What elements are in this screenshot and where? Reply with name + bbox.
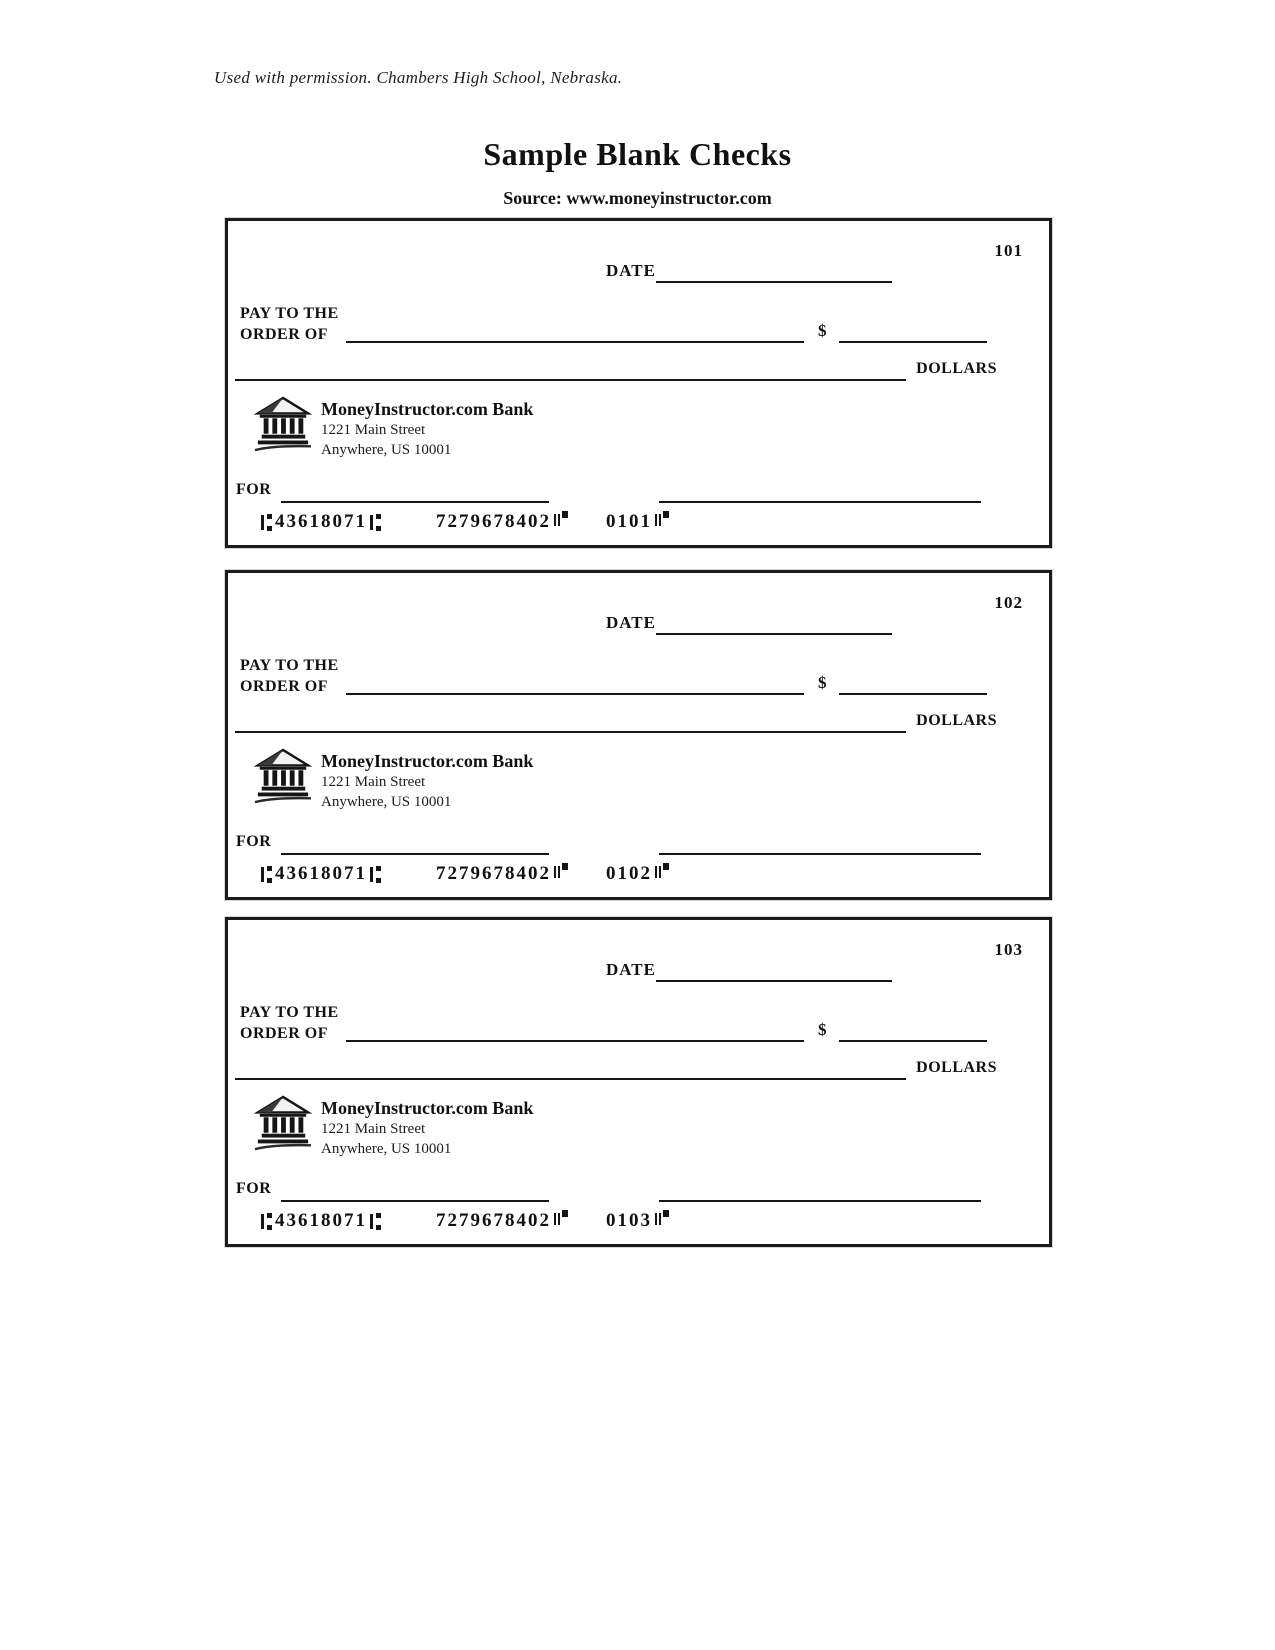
memo-line — [281, 1174, 549, 1202]
micr-transit-symbol — [369, 1213, 382, 1230]
bank-city: Anywhere, US 10001 — [321, 1141, 452, 1157]
date-line — [656, 611, 892, 635]
check-number: 102 — [994, 593, 1023, 612]
memo-line — [281, 475, 549, 503]
dollars-label: DOLLARS — [916, 712, 997, 729]
date-row — [606, 259, 892, 283]
signature-line — [659, 475, 981, 503]
pay-to-the-label: PAY TO THE — [240, 305, 339, 322]
bank-street: 1221 Main Street — [321, 422, 426, 438]
bank-name: MoneyInstructor.com Bank — [321, 1098, 534, 1118]
micr-routing-number: 43618071 — [275, 1210, 367, 1231]
bank-building-icon — [254, 747, 312, 809]
dollar-sign-label: $ — [818, 321, 827, 340]
micr-onus-symbol — [655, 511, 669, 528]
payee-row — [346, 669, 987, 695]
payee-row — [346, 1016, 987, 1042]
order-of-label: ORDER OF — [240, 1025, 328, 1042]
source-text: Source: www.moneyinstructor.com — [503, 188, 772, 208]
bank-building-icon — [254, 395, 312, 457]
signature-line — [659, 1174, 981, 1202]
payee-line — [346, 1016, 804, 1042]
bank-block — [254, 1094, 533, 1159]
blank-check-102 — [225, 570, 1052, 900]
blank-check-103 — [225, 917, 1052, 1247]
blank-check-101 — [225, 218, 1052, 548]
micr-check-number: 0102 — [606, 863, 652, 884]
for-row — [236, 1174, 981, 1202]
bank-city: Anywhere, US 10001 — [321, 442, 452, 458]
bank-name: MoneyInstructor.com Bank — [321, 399, 534, 419]
bank-block — [254, 747, 533, 812]
amount-words-line — [235, 707, 906, 733]
micr-routing-number: 43618071 — [275, 511, 367, 532]
micr-onus-symbol — [554, 863, 568, 880]
amount-words-line — [235, 355, 906, 381]
bank-street: 1221 Main Street — [321, 774, 426, 790]
micr-onus-symbol — [554, 1210, 568, 1227]
micr-transit-symbol — [260, 514, 273, 531]
micr-transit-symbol — [369, 514, 382, 531]
micr-onus-symbol — [655, 863, 669, 880]
pay-to-the-order-of-label — [240, 1002, 339, 1044]
micr-onus-symbol — [655, 1210, 669, 1227]
date-label: DATE — [606, 261, 656, 280]
bank-address-block — [321, 751, 533, 812]
micr-transit-symbol — [369, 866, 382, 883]
pay-to-the-label: PAY TO THE — [240, 1004, 339, 1021]
dollar-sign-label: $ — [818, 1020, 827, 1039]
date-label: DATE — [606, 613, 656, 632]
date-line — [656, 958, 892, 982]
micr-account-number: 7279678402 — [436, 511, 551, 532]
micr-line — [258, 1210, 669, 1232]
date-row — [606, 611, 892, 635]
for-row — [236, 475, 981, 503]
bank-name: MoneyInstructor.com Bank — [321, 751, 534, 771]
pay-to-the-order-of-label — [240, 303, 339, 345]
micr-check-number: 0103 — [606, 1210, 652, 1231]
signature-line — [659, 827, 981, 855]
payee-row — [346, 317, 987, 343]
micr-account-number: 7279678402 — [436, 863, 551, 884]
amount-line — [839, 669, 987, 695]
micr-check-number: 0101 — [606, 511, 652, 532]
pay-to-the-label: PAY TO THE — [240, 657, 339, 674]
dollars-label: DOLLARS — [916, 360, 997, 377]
micr-routing-number: 43618071 — [275, 863, 367, 884]
memo-line — [281, 827, 549, 855]
dollars-row — [235, 1054, 997, 1080]
dollars-row — [235, 707, 997, 733]
payee-line — [346, 669, 804, 695]
check-number: 101 — [994, 241, 1023, 260]
order-of-label: ORDER OF — [240, 678, 328, 695]
micr-onus-symbol — [554, 511, 568, 528]
date-row — [606, 958, 892, 982]
micr-line — [258, 511, 669, 533]
dollar-sign-label: $ — [818, 673, 827, 692]
payee-line — [346, 317, 804, 343]
micr-transit-symbol — [260, 1213, 273, 1230]
for-row — [236, 827, 981, 855]
bank-city: Anywhere, US 10001 — [321, 794, 452, 810]
page-title: Sample Blank Checks — [483, 136, 792, 172]
for-label: FOR — [236, 1180, 272, 1197]
date-label: DATE — [606, 960, 656, 979]
amount-line — [839, 1016, 987, 1042]
micr-account-number: 7279678402 — [436, 1210, 551, 1231]
order-of-label: ORDER OF — [240, 326, 328, 343]
attribution-text: Used with permission. Chambers High School, Nebraska. — [214, 68, 623, 87]
micr-line — [258, 863, 669, 885]
micr-transit-symbol — [260, 866, 273, 883]
amount-words-line — [235, 1054, 906, 1080]
date-line — [656, 259, 892, 283]
dollars-label: DOLLARS — [916, 1059, 997, 1076]
check-number: 103 — [994, 940, 1023, 959]
bank-address-block — [321, 399, 533, 460]
for-label: FOR — [236, 481, 272, 498]
amount-line — [839, 317, 987, 343]
for-label: FOR — [236, 833, 272, 850]
dollars-row — [235, 355, 997, 381]
bank-building-icon — [254, 1094, 312, 1156]
bank-address-block — [321, 1098, 533, 1159]
bank-street: 1221 Main Street — [321, 1121, 426, 1137]
bank-block — [254, 395, 533, 460]
pay-to-the-order-of-label — [240, 655, 339, 697]
